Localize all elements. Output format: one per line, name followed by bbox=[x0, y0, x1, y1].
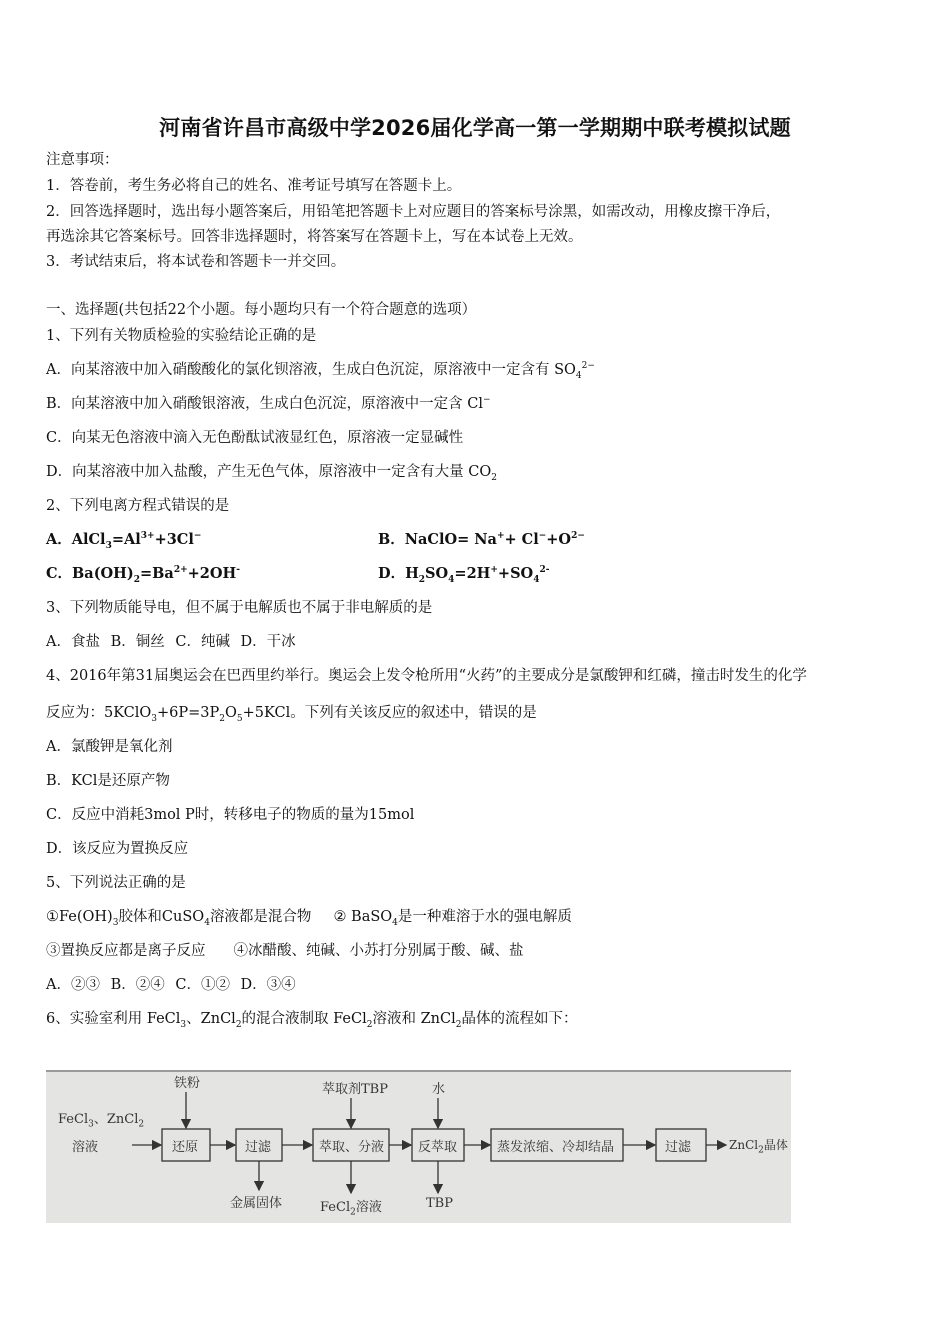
q4-option-a: A．氯酸钾是氧化剂 bbox=[46, 739, 173, 755]
flow-step-evaporate: 蒸发浓缩、冷却结晶 bbox=[497, 1140, 615, 1155]
q4-option-d: D．该反应为置换反应 bbox=[46, 841, 189, 857]
flow-step-extract: 萃取、分液 bbox=[319, 1140, 385, 1155]
notice-item-1: 1．答卷前，考生务必将自己的姓名、准考证号填写在答题卡上。 bbox=[46, 178, 462, 194]
q4-option-c: C．反应中消耗3mol P时，转移电子的物质的量为15mol bbox=[46, 807, 415, 823]
flow-output-tbp: TBP bbox=[426, 1196, 453, 1211]
q2-option-d: D．$H_2SO_4=2H^++SO_4^{2-}$ bbox=[378, 565, 550, 585]
notice-item-2-cont: 再选涂其它答案标号。回答非选择题时，将答案写在答题卡上，写在本试卷上无效。 bbox=[46, 229, 583, 245]
flow-step-filter-2: 过滤 bbox=[665, 1140, 692, 1155]
q2-stem: 2、下列电离方程式错误的是 bbox=[46, 498, 230, 514]
flow-output-fecl2: FeCl$_2$溶液 bbox=[320, 1200, 382, 1218]
q5-statements-1: $①Fe(OH)_3$胶体和CuSO$_4$溶液都是混合物 ② BaSO$_4$是一种难溶于水的强电解质 bbox=[46, 909, 572, 928]
flow-step-filter-1: 过滤 bbox=[245, 1140, 272, 1155]
q1-option-a: A．向某溶液中加入硝酸酸化的氯化钡溶液，生成白色沉淀，原溶液中一定含有 $SO_4^{2-}$ bbox=[46, 361, 595, 381]
flow-input-solution: 溶液 bbox=[72, 1140, 99, 1155]
q3-stem: 3、下列物质能导电，但不属于电解质也不属于非电解质的是 bbox=[46, 600, 433, 616]
flowchart-figure bbox=[46, 1070, 791, 1223]
section-heading: 一、选择题(共包括22个小题。每小题均只有一个符合题意的选项） bbox=[46, 302, 477, 318]
q2-option-c: C．$Ba(OH)_2=Ba^{2+}+2OH^-$ bbox=[46, 565, 240, 585]
q5-statements-2: ③置换反应都是离子反应 ④冰醋酸、纯碱、小苏打分别属于酸、碱、盐 bbox=[46, 943, 524, 959]
q5-stem: 5、下列说法正确的是 bbox=[46, 875, 186, 891]
notice-heading: 注意事项： bbox=[46, 152, 119, 168]
flow-step-reduce: 还原 bbox=[172, 1140, 199, 1155]
q2-option-a: A．$AlCl_3=Al^{3+}+3Cl^-$ bbox=[46, 531, 202, 551]
q1-stem: 1、下列有关物质检验的实验结论正确的是 bbox=[46, 328, 317, 344]
flow-step-back-extract: 反萃取 bbox=[418, 1140, 458, 1155]
q5-options: A．②③ B．②④ C．①② D．③④ bbox=[46, 977, 296, 993]
flow-final: ZnCl$_2$晶体 bbox=[729, 1138, 788, 1156]
flow-input: FeCl$_3$、ZnCl$_2$ bbox=[58, 1112, 145, 1130]
q1-option-b: B．向某溶液中加入硝酸银溶液，生成白色沉淀，原溶液中一定含 Cl− bbox=[46, 395, 491, 412]
q4-stem-1: 4、2016年第31届奥运会在巴西里约举行。奥运会上发令枪所用“火药”的主要成分是氯酸钾和红磷，撞击时发生的化学 bbox=[46, 668, 807, 684]
q1-option-c: C．向某无色溶液中滴入无色酚酞试液显红色，原溶液一定显碱性 bbox=[46, 430, 464, 446]
page-title: 河南省许昌市高级中学2026届化学高一第一学期期中联考模拟试题 bbox=[159, 116, 791, 140]
flow-reagent-tbp: 萃取剂TBP bbox=[322, 1082, 388, 1097]
flow-reagent-iron: 铁粉 bbox=[174, 1076, 201, 1091]
q6-stem: 6、实验室利用 FeCl$_3$、ZnCl$_2$的混合液制取 FeCl$_2$溶液和 ZnCl$_2$晶体的流程如下： bbox=[46, 1011, 578, 1030]
notice-item-3: 3．考试结束后，将本试卷和答题卡一并交回。 bbox=[46, 254, 346, 270]
flow-reagent-water: 水 bbox=[432, 1082, 446, 1097]
q4-option-b: B．KCl是还原产物 bbox=[46, 773, 170, 789]
q1-option-d: D．向某溶液中加入盐酸，产生无色气体，原溶液中一定含有大量 $CO_2$ bbox=[46, 464, 497, 483]
notice-item-2: 2．回答选择题时，选出每小题答案后，用铅笔把答题卡上对应题目的答案标号涂黑，如需改动，用橡皮擦干净后， bbox=[46, 204, 781, 220]
q4-stem-2: 反应为：$5KClO_3+6P=3P_2O_5+5KCl$。下列有关该反应的叙述中，错误的是 bbox=[46, 705, 537, 724]
q3-options: A．食盐 B．铜丝 C．纯碱 D．干冰 bbox=[46, 634, 296, 650]
q2-option-b: B．NaClO= $Na^++ Cl^-+O^{2-}$ bbox=[378, 531, 585, 548]
flow-output-metal: 金属固体 bbox=[230, 1196, 283, 1211]
